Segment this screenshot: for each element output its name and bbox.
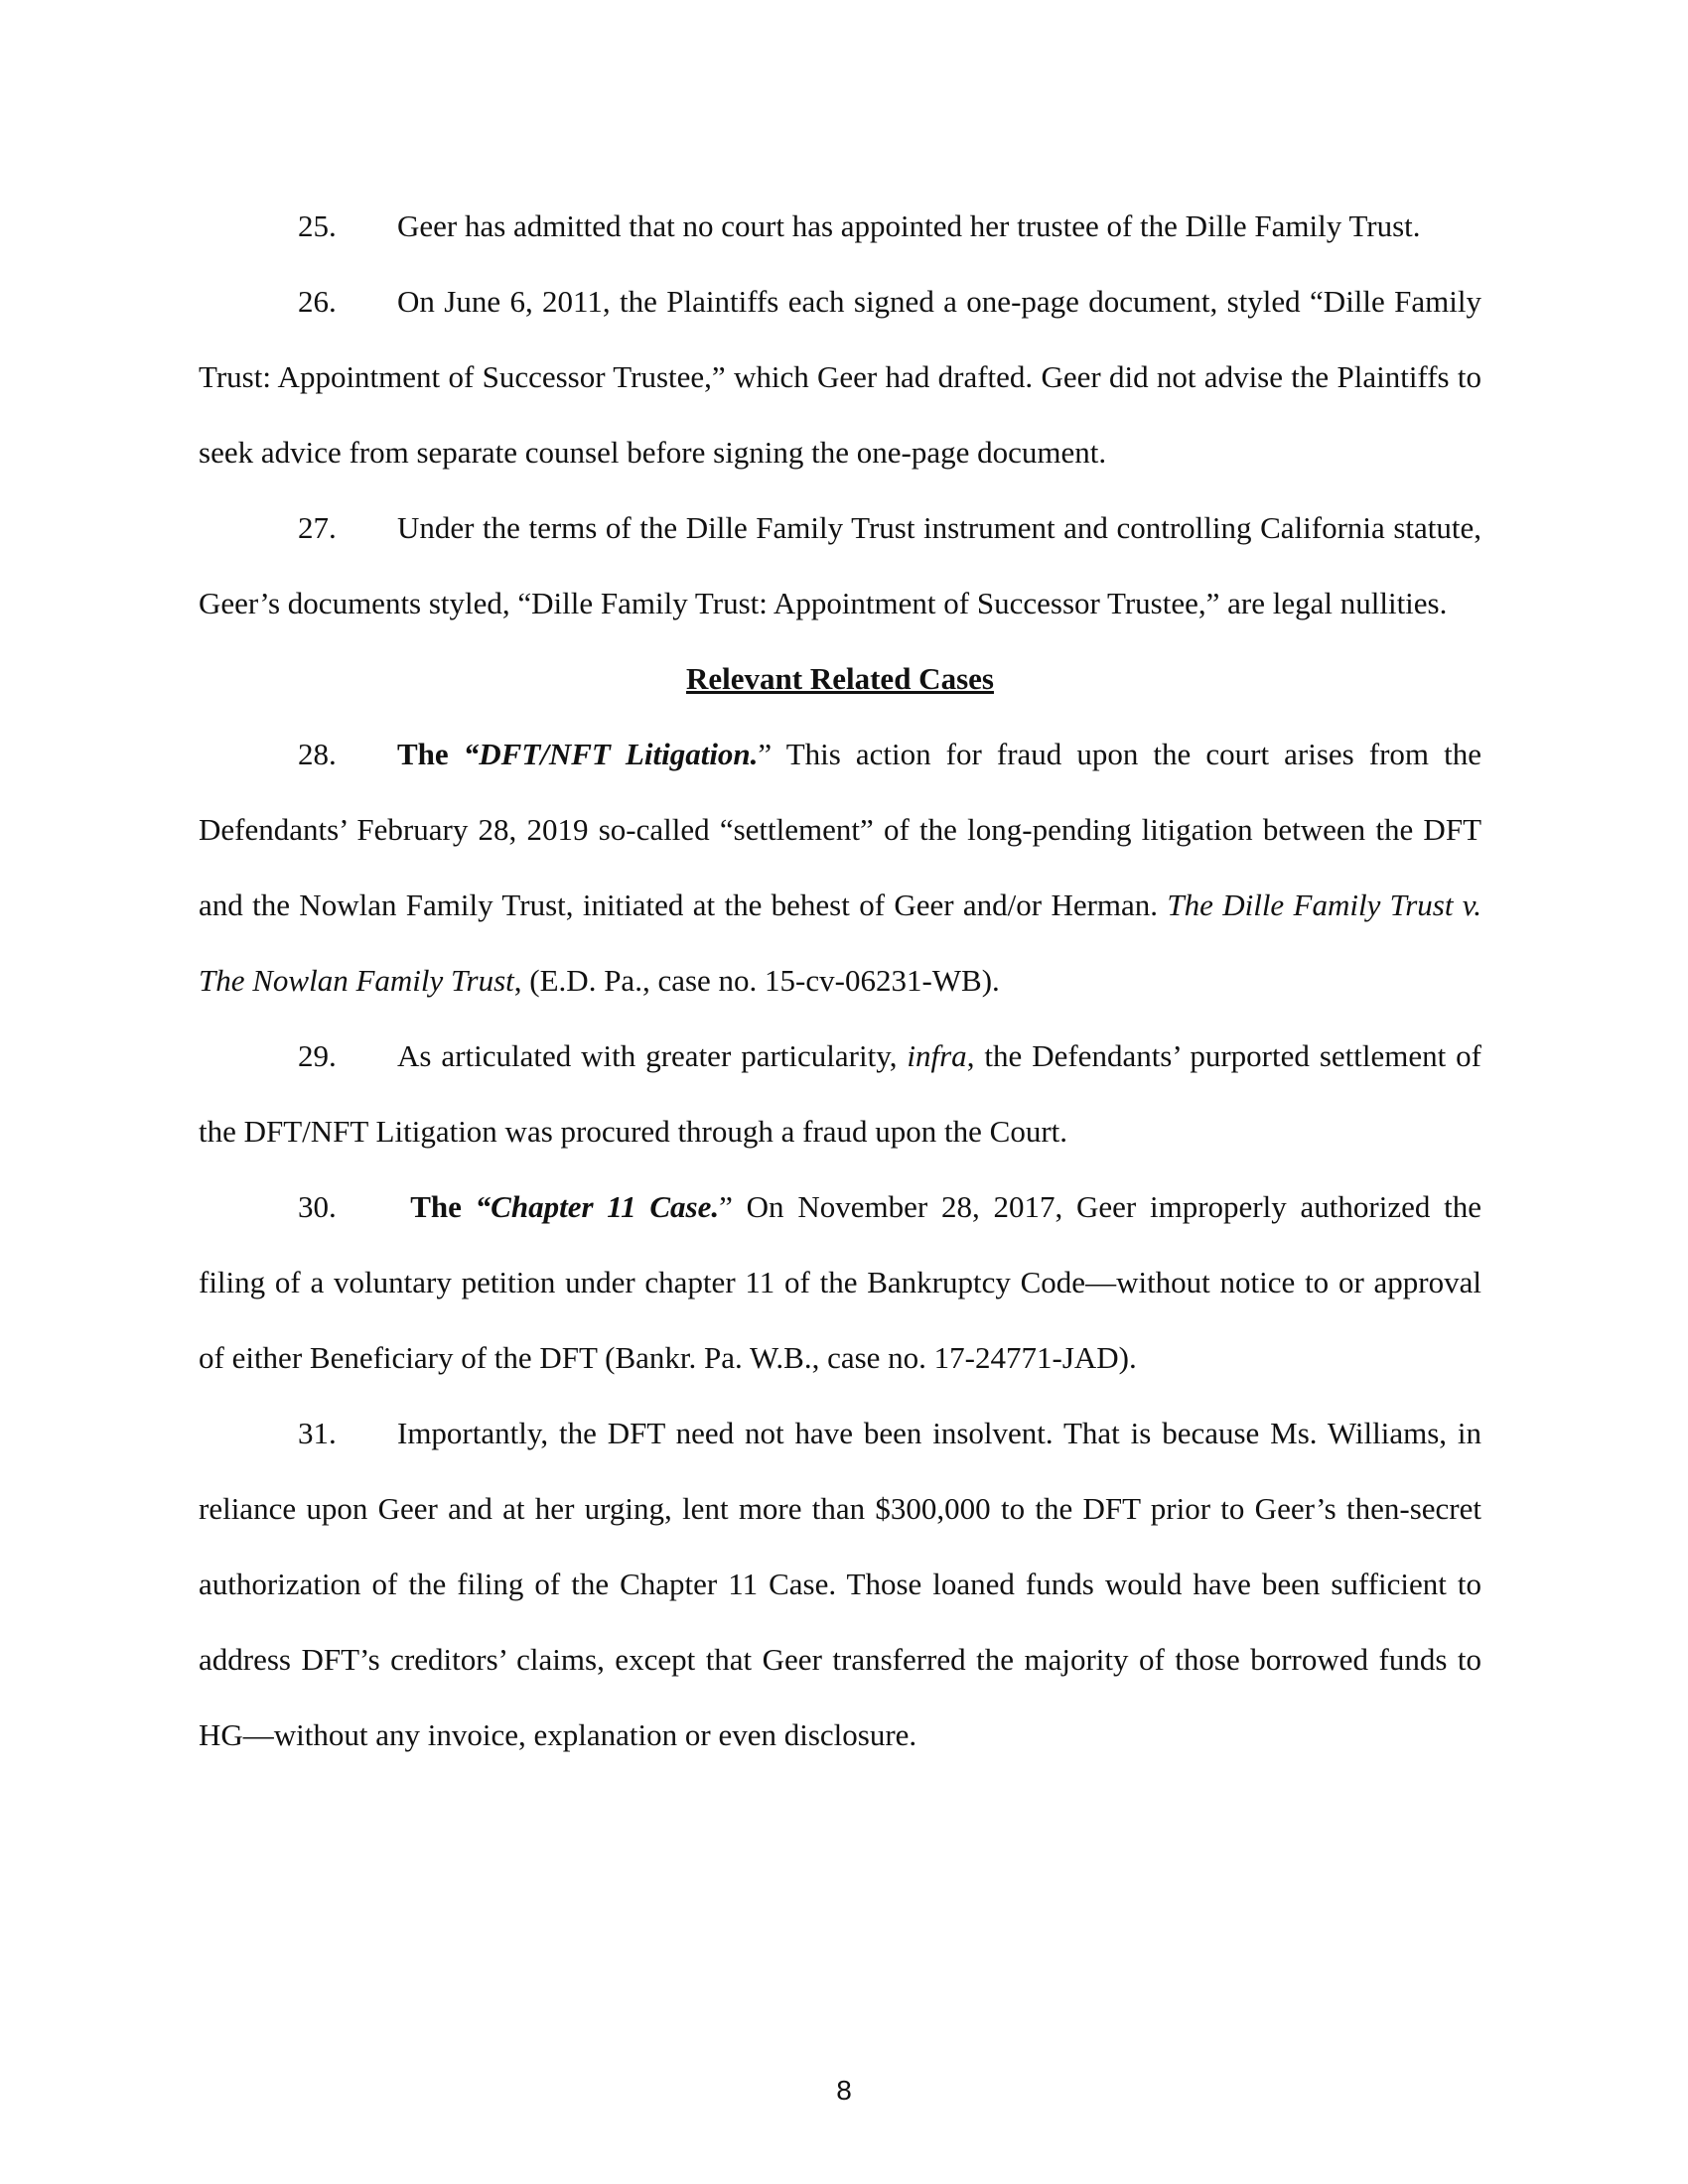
paragraph-text-end: , (E.D. Pa., case no. 15-cv-06231-WB). [513,963,1000,998]
paragraph-number: 25. [298,208,337,243]
case-citation: The Dille Family Trust v. The Nowlan Family Trust [199,887,1481,998]
paragraph-25 [199,189,1481,264]
page-number: 8 [836,2075,852,2106]
defined-term [397,737,758,771]
defined-term-prefix: The [397,737,464,771]
paragraph-number: 31. [298,1416,337,1450]
defined-term [397,1189,719,1224]
defined-term-title: “DFT/NFT Litigation. [463,737,759,771]
paragraph-text: As articulated with greater particularity, [397,1038,908,1073]
infra-term: infra [907,1038,967,1073]
paragraph-number: 26. [298,284,337,319]
paragraph-text: Importantly, the DFT need not have been insolvent. That is because Ms. Williams, in reliance upon Geer and at her urging, lent more than $300,000 to the DFT prior to Geer’s then-secret authorization of the filing of the Chapter 11 Case. Those loaned funds would have been sufficient to address DFT’s creditors’ claims, except that Geer transferred the majority of those borrowed funds to HG—without any invoice, explanation or even disclosure. [199,1416,1481,1752]
paragraph-28 [199,717,1481,1019]
paragraph-29 [199,1019,1481,1169]
defined-term-close-quote: ” [719,1189,733,1224]
paragraph-26 [199,264,1481,490]
paragraph-text: Under the terms of the Dille Family Trust instrument and controlling California statute, Geer’s documents styled, “Dille Family Trust: Appointment of Successor Trustee,” are legal nullities. [199,510,1481,620]
paragraph-text: This action for fraud upon the court arises from the Defendants’ February 28, 2019 so-called “settlement” of the long-pending litigation between the DFT and the Nowlan Family Trust, initiated at the behest of Geer and/or Herman. [199,737,1481,922]
defined-term-prefix: The [397,1189,476,1224]
paragraph-text-end: , the Defendants’ purported settlement of the DFT/NFT Litigation was procured through a fraud upon the Court. [199,1038,1481,1149]
document-body [199,189,1481,1773]
paragraph-30 [199,1169,1481,1396]
paragraph-27 [199,490,1481,641]
paragraph-text: On November 28, 2017, Geer improperly authorized the filing of a voluntary petition under chapter 11 of the Bankruptcy Code—without notice to or approval of either Beneficiary of the DFT (Bankr. Pa. W.B., case no. 17-24771-JAD). [199,1189,1481,1375]
defined-term-title: “Chapter 11 Case. [475,1189,720,1224]
paragraph-number: 30. [298,1189,337,1224]
paragraph-number: 29. [298,1038,337,1073]
paragraph-number: 28. [298,737,337,771]
paragraph-number: 27. [298,510,337,545]
section-heading: Relevant Related Cases [686,661,994,696]
paragraph-text: Geer has admitted that no court has appointed her trustee of the Dille Family Trust. [397,208,1421,243]
paragraph-31 [199,1396,1481,1773]
defined-term-close-quote: ” [758,737,773,771]
paragraph-text: On June 6, 2011, the Plaintiffs each signed a one-page document, styled “Dille Family Trust: Appointment of Successor Trustee,” which Geer had drafted. Geer did not advise the Plaintiffs to seek advice from separate counsel before signing the one-page document. [199,284,1481,470]
